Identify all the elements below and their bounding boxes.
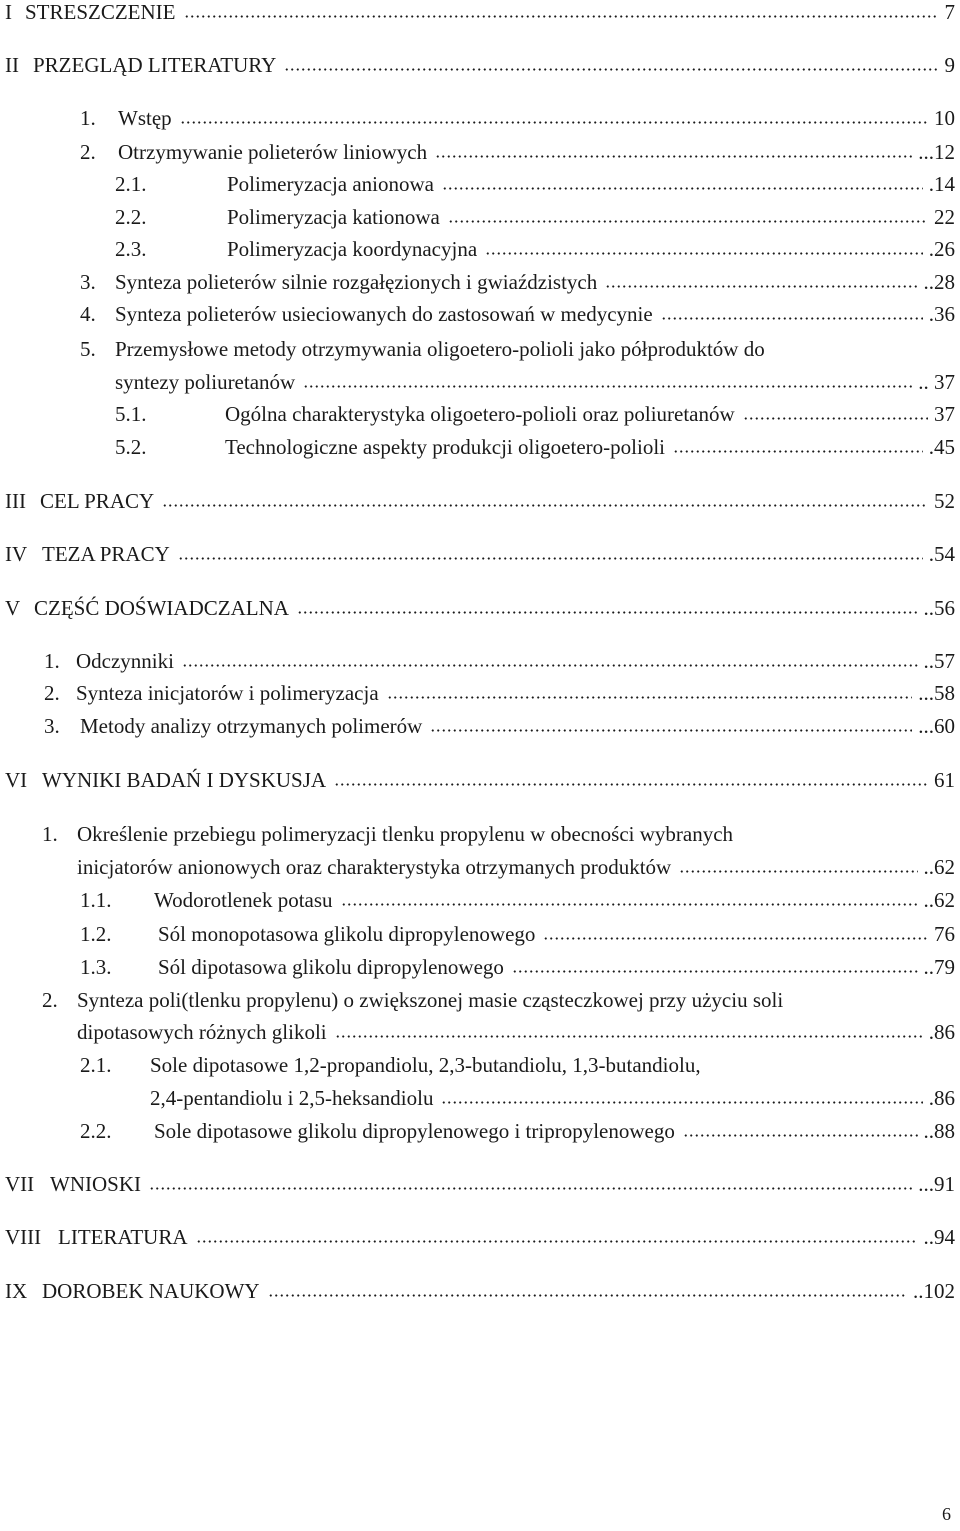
toc-entry xyxy=(0,135,955,169)
dot-leader xyxy=(284,68,938,71)
dot-leader xyxy=(512,970,918,973)
toc-entry xyxy=(0,1048,955,1082)
toc-entry-dots-end: .. xyxy=(923,596,934,620)
toc-entry-number: VIII xyxy=(5,1225,42,1249)
toc-entry xyxy=(0,1167,955,1201)
toc-entry-page: 94 xyxy=(934,1225,955,1249)
toc-entry-number: 3. xyxy=(44,714,60,738)
toc-entry xyxy=(0,950,955,984)
toc-entry-dots-end: .. xyxy=(923,1225,934,1249)
dot-leader xyxy=(162,504,928,507)
toc-entry-title: Polimeryzacja koordynacyjna xyxy=(227,237,478,261)
toc-entry-dots-end: . xyxy=(928,435,934,459)
toc-entry-dots-end: ... xyxy=(918,140,934,164)
toc-entry-title: Polimeryzacja anionowa xyxy=(227,172,435,196)
toc-entry-title: Sole dipotasowe glikolu dipropylenowego i tripropylenowego xyxy=(154,1119,675,1143)
toc-entry-title: Synteza poli(tlenku propylenu) o zwiększonej masie cząsteczkowej przy użyciu soli xyxy=(77,988,784,1012)
toc-entry-number: 3. xyxy=(80,270,96,294)
toc-entry-dots-end: .. xyxy=(923,955,934,979)
toc-entry-page: 60 xyxy=(934,714,955,738)
toc-entry-continuation xyxy=(0,850,955,884)
dot-leader xyxy=(683,1134,918,1137)
toc-entry-dots-end: . xyxy=(928,237,934,261)
toc-entry-page: 7 xyxy=(944,0,955,24)
toc-entry-title: CZĘŚĆ DOŚWIADCZALNA xyxy=(34,596,289,620)
toc-entry xyxy=(0,537,955,571)
toc-entry-number: 4. xyxy=(80,302,96,326)
toc-entry xyxy=(0,167,955,201)
toc-entry-number: III xyxy=(5,489,26,513)
toc-entry-number: 5.1. xyxy=(115,402,147,426)
toc-entry xyxy=(0,48,955,82)
toc-entry xyxy=(0,200,955,234)
toc-entry-continuation xyxy=(0,1015,955,1049)
toc-entry-page: 36 xyxy=(934,302,955,326)
toc-entry-title: Wstęp xyxy=(118,106,172,130)
toc-entry xyxy=(0,101,955,135)
toc-entry-title: 2,4-pentandiolu i 2,5-heksandiolu xyxy=(150,1086,434,1110)
toc-entry xyxy=(0,676,955,710)
toc-entry-number: 2.1. xyxy=(80,1053,112,1077)
toc-entry-page: 22 xyxy=(934,205,955,229)
toc-entry xyxy=(0,883,955,917)
dot-leader xyxy=(605,285,917,288)
dot-leader xyxy=(441,1101,922,1104)
dot-leader xyxy=(430,729,912,732)
toc-entry xyxy=(0,709,955,743)
dot-leader xyxy=(485,252,923,255)
toc-entry-page: 88 xyxy=(934,1119,955,1143)
toc-entry-title: Synteza inicjatorów i polimeryzacja xyxy=(76,681,379,705)
dot-leader xyxy=(448,220,928,223)
toc-entry-title: Polimeryzacja kationowa xyxy=(227,205,440,229)
toc-entry-number: 2.2. xyxy=(80,1119,112,1143)
toc-entry-page: 56 xyxy=(934,596,955,620)
toc-entry-title: CEL PRACY xyxy=(40,489,155,513)
toc-entry-number: I xyxy=(5,0,12,24)
toc-entry xyxy=(0,265,955,299)
toc-entry xyxy=(0,0,955,29)
dot-leader xyxy=(743,417,928,420)
dot-leader xyxy=(196,1240,918,1243)
toc-entry-number: II xyxy=(5,53,19,77)
toc-entry-title: Przemysłowe metody otrzymywania oligoetero-polioli jako półproduktów do xyxy=(115,337,765,361)
toc-entry-title: Technologiczne aspekty produkcji oligoetero-polioli xyxy=(225,435,665,459)
toc-entry-title: STRESZCZENIE xyxy=(25,0,176,24)
toc-entry-page: 37 xyxy=(934,370,955,394)
toc-entry-title: Odczynniki xyxy=(76,649,174,673)
toc-entry-title: DOROBEK NAUKOWY xyxy=(42,1279,260,1303)
toc-entry-page: 10 xyxy=(934,106,955,130)
dot-leader xyxy=(442,187,923,190)
toc-entry-number: 2.3. xyxy=(115,237,147,261)
dot-leader xyxy=(679,870,917,873)
dot-leader xyxy=(673,450,923,453)
toc-entry-title: LITERATURA xyxy=(58,1225,188,1249)
dot-leader xyxy=(341,903,918,906)
toc-entry-number: 1.2. xyxy=(80,922,112,946)
toc-entry-dots-end: .. xyxy=(923,270,934,294)
page-number: 6 xyxy=(942,1504,951,1524)
dot-leader xyxy=(435,155,912,158)
toc-entry-page: 37 xyxy=(934,402,955,426)
toc-entry-title: Otrzymywanie polieterów liniowych xyxy=(118,140,428,164)
toc-entry-number: V xyxy=(5,596,21,620)
toc-entry xyxy=(0,983,955,1017)
toc-entry-number: 1.3. xyxy=(80,955,112,979)
toc-entry-dots-end: .. xyxy=(923,888,934,912)
toc-entry-title: Synteza polieterów usieciowanych do zastosowań w medycynie xyxy=(115,302,653,326)
toc-entry-dots-end: .. xyxy=(913,1279,924,1303)
toc-entry-page: 12 xyxy=(934,140,955,164)
toc-entry-title: Sól dipotasowa glikolu dipropylenowego xyxy=(158,955,504,979)
toc-entry-number: 1. xyxy=(44,649,60,673)
toc-entry-title: WYNIKI BADAŃ I DYSKUSJA xyxy=(42,768,327,792)
toc-entry-dots-end: .. xyxy=(923,1119,934,1143)
toc-entry-dots-end: . xyxy=(928,172,934,196)
toc-entry-number: VII xyxy=(5,1172,35,1196)
toc-entry-dots-end: .. xyxy=(918,370,929,394)
dot-leader xyxy=(661,317,923,320)
toc-entry-number: 5. xyxy=(80,337,96,361)
toc-entry xyxy=(0,1274,955,1308)
toc-entry-number: 2. xyxy=(44,681,60,705)
dot-leader xyxy=(149,1187,912,1190)
toc-entry xyxy=(0,1114,955,1148)
toc-entry-page: 52 xyxy=(934,489,955,513)
toc-entry-title: inicjatorów anionowych oraz charakterystyka otrzymanych produktów xyxy=(77,855,672,879)
toc-entry-title: Sól monopotasowa glikolu dipropylenowego xyxy=(158,922,536,946)
toc-entry-page: 86 xyxy=(934,1020,955,1044)
toc-entry-page: 91 xyxy=(934,1172,955,1196)
toc-entry-page: 62 xyxy=(934,888,955,912)
toc-entry-dots-end: ... xyxy=(918,714,934,738)
toc-entry xyxy=(0,817,955,851)
toc-entry xyxy=(0,484,955,518)
toc-entry-title: Określenie przebiegu polimeryzacji tlenku propylenu w obecności wybranych xyxy=(77,822,734,846)
toc-entry-continuation xyxy=(0,1081,955,1115)
toc-entry-page: 79 xyxy=(934,955,955,979)
toc-entry xyxy=(0,917,955,951)
toc-entry-dots-end: . xyxy=(928,542,934,566)
toc-entry-title: WNIOSKI xyxy=(50,1172,141,1196)
toc-entry-title: Wodorotlenek potasu xyxy=(154,888,333,912)
toc-entry-page: 54 xyxy=(934,542,955,566)
dot-leader xyxy=(387,696,913,699)
toc-entry xyxy=(0,1220,955,1254)
toc-entry-page: 45 xyxy=(934,435,955,459)
toc-entry-number: 2. xyxy=(42,988,58,1012)
toc-entry-number: 1. xyxy=(80,106,96,130)
dot-leader xyxy=(303,385,912,388)
toc-entry-page: 14 xyxy=(934,172,955,196)
toc-entry-dots-end: . xyxy=(928,1020,934,1044)
toc-entry-dots-end: . xyxy=(928,1086,934,1110)
dot-leader xyxy=(268,1294,907,1297)
toc-entry-page: 102 xyxy=(923,1279,955,1303)
toc-entry-title: Synteza polieterów silnie rozgałęzionych i gwiaździstych xyxy=(115,270,598,294)
toc-entry xyxy=(0,763,955,797)
dot-leader xyxy=(335,1035,923,1038)
toc-entry-page: 9 xyxy=(944,53,955,77)
toc-entry-number: 2.1. xyxy=(115,172,147,196)
toc-entry-dots-end: ... xyxy=(918,1172,934,1196)
toc-entry-dots-end: .. xyxy=(923,855,934,879)
toc-entry-title: syntezy poliuretanów xyxy=(115,370,296,394)
toc-entry-dots-end: ... xyxy=(918,681,934,705)
toc-entry-page: 28 xyxy=(934,270,955,294)
toc-entry xyxy=(0,332,955,366)
toc-entry-title: dipotasowych różnych glikoli xyxy=(77,1020,327,1044)
dot-leader xyxy=(334,783,928,786)
toc-entry-number: VI xyxy=(5,768,28,792)
dot-leader xyxy=(297,611,918,614)
toc-entry-page: 76 xyxy=(934,922,955,946)
toc-entry-title: Sole dipotasowe 1,2-propandiolu, 2,3-butandiolu, 1,3-butandiolu, xyxy=(150,1053,701,1077)
toc-entry xyxy=(0,297,955,331)
toc-entry-page: 86 xyxy=(934,1086,955,1110)
toc-entry-title: PRZEGLĄD LITERATURY xyxy=(33,53,277,77)
toc-entry xyxy=(0,397,955,431)
toc-entry-page: 62 xyxy=(934,855,955,879)
toc-entry-title: Ogólna charakterystyka oligoetero-polioli oraz poliuretanów xyxy=(225,402,735,426)
dot-leader xyxy=(182,664,918,667)
toc-entry-continuation xyxy=(0,365,955,399)
toc-entry xyxy=(0,644,955,678)
toc-entry-dots-end: . xyxy=(928,302,934,326)
toc-entry xyxy=(0,430,955,464)
toc-entry-number: 1. xyxy=(42,822,58,846)
toc-entry-title: TEZA PRACY xyxy=(42,542,170,566)
toc-entry xyxy=(0,232,955,266)
toc-entry-number: 2.2. xyxy=(115,205,147,229)
toc-entry-title: Metody analizy otrzymanych polimerów xyxy=(80,714,423,738)
toc-entry-number: 1.1. xyxy=(80,888,112,912)
toc-entry-page: 61 xyxy=(934,768,955,792)
toc-entry-number: 2. xyxy=(80,140,96,164)
toc-entry-dots-end: .. xyxy=(923,649,934,673)
toc-entry-page: 57 xyxy=(934,649,955,673)
toc-entry-number: IX xyxy=(5,1279,28,1303)
toc-entry-number: IV xyxy=(5,542,28,566)
toc-entry-page: 58 xyxy=(934,681,955,705)
toc-entry-number: 5.2. xyxy=(115,435,147,459)
toc-entry xyxy=(0,591,955,625)
dot-leader xyxy=(180,121,928,124)
dot-leader xyxy=(178,557,923,560)
toc-entry-page: 26 xyxy=(934,237,955,261)
dot-leader xyxy=(184,15,939,18)
dot-leader xyxy=(543,937,928,940)
